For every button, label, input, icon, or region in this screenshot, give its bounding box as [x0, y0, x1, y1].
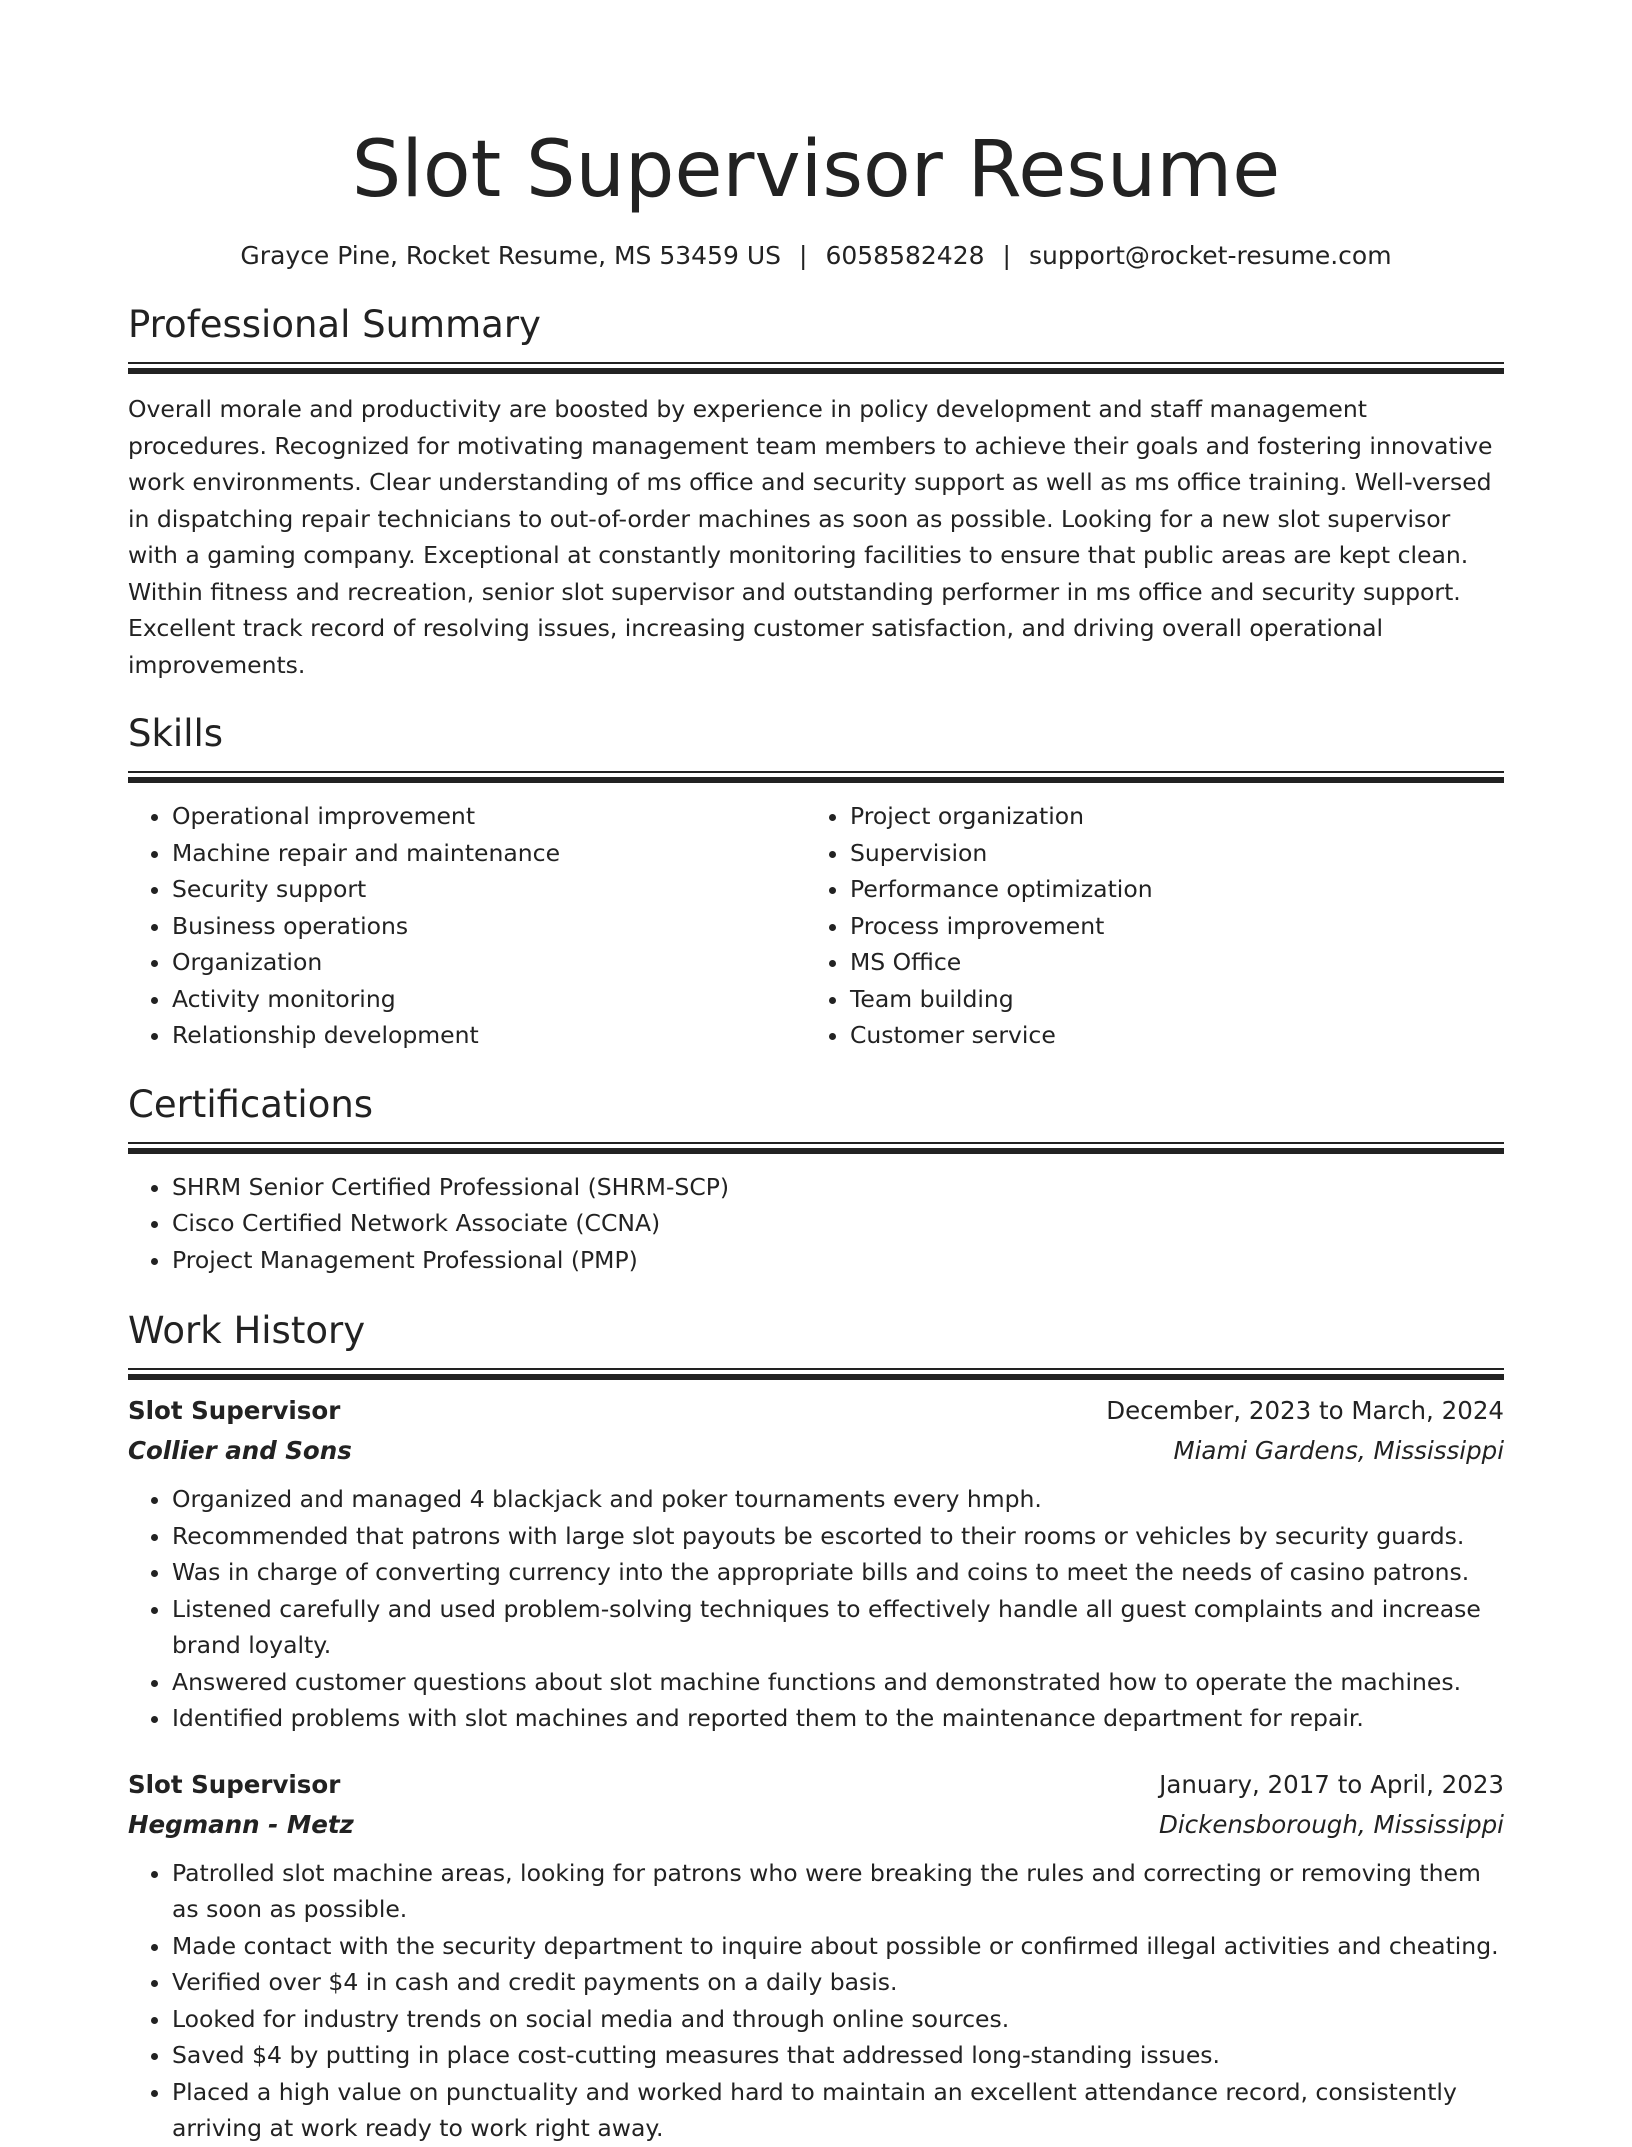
- job-bullet: • Listened carefully and used problem-solving techniques to effectively handle all guest complaints and increase brand loyalty.: [172, 1591, 1504, 1664]
- summary-heading: Professional Summary: [128, 303, 541, 346]
- skills-heading: Skills: [128, 712, 224, 755]
- skills-column-left: [128, 798, 806, 1054]
- skills-list-left: [128, 798, 806, 1054]
- skill-item: • Machine repair and maintenance: [172, 835, 806, 872]
- job-header-row: [128, 1765, 1504, 1805]
- job-bullet: • Answered customer questions about slot machine functions and demonstrated how to operate the machines.: [172, 1664, 1504, 1701]
- certification-item: • Project Management Professional (PMP): [172, 1242, 1504, 1279]
- certification-item: • Cisco Certified Network Associate (CCNA): [172, 1205, 1504, 1242]
- job-bullet: • Looked for industry trends on social media and through online sources.: [172, 2001, 1504, 2038]
- job-title: Slot Supervisor: [128, 1396, 341, 1425]
- skill-item: • Relationship development: [172, 1017, 806, 1054]
- job-entry: [128, 1391, 1504, 1737]
- section-divider: [128, 771, 1504, 776]
- skill-item: • Business operations: [172, 908, 806, 945]
- skills-column-right: [806, 798, 1484, 1054]
- skill-item: • Performance optimization: [850, 871, 1484, 908]
- job-subheader-row: [128, 1805, 1504, 1845]
- job-bullet: • Patrolled slot machine areas, looking for patrons who were breaking the rules and correcting or removing them as soon as possible.: [172, 1855, 1504, 1928]
- contact-phone: 6058582428: [825, 241, 985, 270]
- certifications-heading: Certifications: [128, 1082, 374, 1126]
- page-title: Slot Supervisor Resume: [351, 125, 1281, 215]
- contact-line: [128, 240, 1504, 272]
- contact-email: support@rocket-resume.com: [1028, 241, 1392, 270]
- summary-section: [128, 302, 1504, 683]
- skill-item: • Security support: [172, 871, 806, 908]
- skill-item: • Organization: [172, 944, 806, 981]
- job-bullet: • Verified over $4 in cash and credit payments on a daily basis.: [172, 1964, 1504, 2001]
- job-company: Hegmann - Metz: [128, 1809, 354, 1839]
- job-dates: January, 2017 to April, 2023: [1159, 1769, 1504, 1799]
- job-location: Dickensborough, Mississippi: [1158, 1809, 1504, 1839]
- job-subheader-row: [128, 1431, 1504, 1471]
- job-title: Slot Supervisor: [128, 1769, 341, 1799]
- section-divider: [128, 1142, 1504, 1147]
- job-bullet: • Saved $4 by putting in place cost-cutting measures that addressed long-standing issues.: [172, 2037, 1504, 2074]
- job-company: Collier and Sons: [128, 1436, 352, 1465]
- contact-separator: |: [799, 241, 808, 270]
- job-bullet: • Placed a high value on punctuality and worked hard to maintain an excellent attendance record, consistently arriving at work ready to work right away.: [172, 2074, 1504, 2147]
- job-entry: [128, 1765, 1504, 2147]
- job-bullet: • Made contact with the security department to inquire about possible or confirmed illegal activities and cheating.: [172, 1928, 1504, 1965]
- job-location: Miami Gardens, Mississippi: [1173, 1436, 1504, 1465]
- certifications-list: [128, 1169, 1504, 1279]
- skill-item: • Operational improvement: [172, 798, 806, 835]
- work-history-heading: Work History: [128, 1309, 366, 1352]
- certifications-section: [128, 1082, 1504, 1279]
- resume-page: [128, 0, 1504, 2147]
- skills-section: [128, 711, 1504, 1054]
- skill-item: • Supervision: [850, 835, 1484, 872]
- section-divider: [128, 1368, 1504, 1373]
- skill-item: • Team building: [850, 981, 1484, 1018]
- skill-item: • MS Office: [850, 944, 1484, 981]
- job-header-row: [128, 1391, 1504, 1431]
- section-divider: [128, 362, 1504, 367]
- contact-separator: |: [1002, 241, 1011, 270]
- work-history-section: [128, 1308, 1504, 2147]
- skill-item: • Process improvement: [850, 908, 1484, 945]
- contact-address: Grayce Pine, Rocket Resume, MS 53459 US: [240, 241, 782, 270]
- summary-text: Overall morale and productivity are boosted by experience in policy development and staff management procedures. Recognized for motivating management team members to achieve their goals and fostering innovative work environments. Clear understanding of ms office and security support as well as ms office training. Well-versed in dispatching repair technicians to out-of-order machines as soon as possible. Looking for a new slot supervisor with a gaming company. Exceptional at constantly monitoring facilities to ensure that public areas are kept clean. Within fitness and recreation, senior slot supervisor and outstanding performer in ms office and security support. Excellent track record of resolving issues, increasing customer satisfaction, and driving overall operational improvements.: [128, 395, 1493, 679]
- job-dates: December, 2023 to March, 2024: [1106, 1396, 1504, 1425]
- skills-list-right: [806, 798, 1484, 1054]
- skills-grid: [128, 798, 1504, 1054]
- skill-item: • Activity monitoring: [172, 981, 806, 1018]
- job-bullet: • Was in charge of converting currency into the appropriate bills and coins to meet the needs of casino patrons.: [172, 1554, 1504, 1591]
- certification-item: • SHRM Senior Certified Professional (SHRM-SCP): [172, 1169, 1504, 1206]
- skill-item: • Project organization: [850, 798, 1484, 835]
- job-bullet: • Recommended that patrons with large slot payouts be escorted to their rooms or vehicles by security guards.: [172, 1518, 1504, 1555]
- job-bullet: • Identified problems with slot machines and reported them to the maintenance department for repair.: [172, 1700, 1504, 1737]
- job-bullet-list: [128, 1855, 1504, 2147]
- job-bullet-list: [128, 1481, 1504, 1737]
- job-bullet: • Organized and managed 4 blackjack and poker tournaments every hmph.: [172, 1481, 1504, 1518]
- skill-item: • Customer service: [850, 1017, 1484, 1054]
